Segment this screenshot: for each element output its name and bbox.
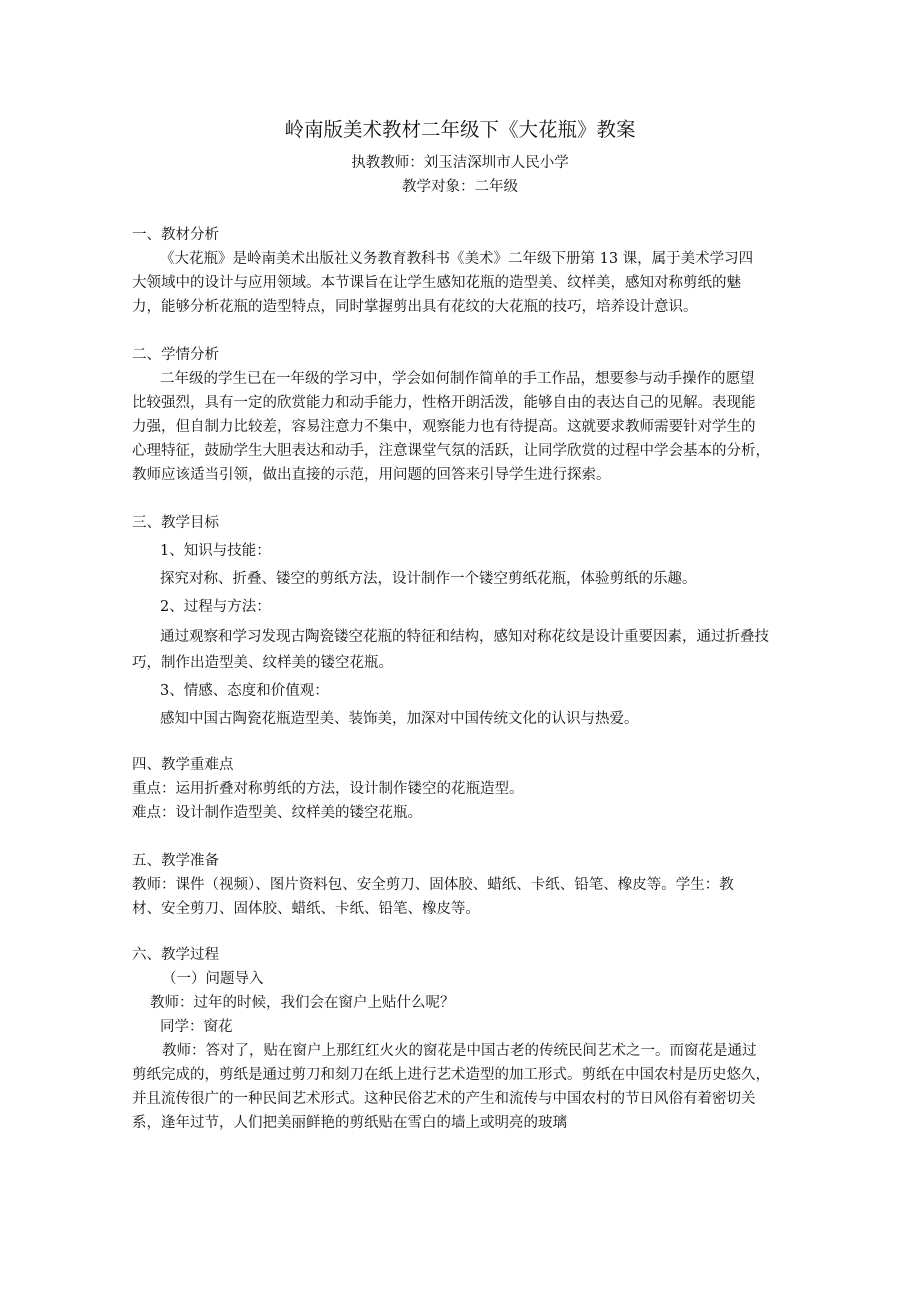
paragraph-line: 探究对称、折叠、镂空的剪纸方法，设计制作一个镂空剪纸花瓶，体验剪纸的乐趣。 <box>160 571 697 587</box>
paragraph-line: 并且流传很广的一种民间艺术形式。这种民俗艺术的产生和流传与中国农村的节日风俗有着密切关 <box>132 1091 756 1107</box>
paragraph-line: 心理特征，鼓励学生大胆表达和动手，注意课堂气氛的活跃，让同学欣赏的过程中学会基本的分析， <box>132 443 770 459</box>
dialogue-line: 教师：过年的时候，我们会在窗户上贴什么呢？ <box>150 995 455 1011</box>
section-heading-5: 五、教学准备 <box>132 853 219 869</box>
paragraph-line: 教师：答对了，贴在窗户上那红红火火的窗花是中国古老的传统民间艺术之一。而窗花是通过 <box>162 1043 757 1059</box>
subheading: 3、情感、态度和价值观： <box>160 683 329 699</box>
paragraph-line: 力强，但自制力比较差，容易注意力不集中，观察能力也有待提高。这就要求教师需要针对学生的 <box>132 419 756 435</box>
subheading: 1、知识与技能： <box>160 543 271 559</box>
section-heading-1: 一、教材分析 <box>132 227 219 243</box>
paragraph-line: 《大花瓶》是岭南美术出版社义务教育教科书《美术》二年级下册第 13 课，属于美术学习四 <box>160 251 754 267</box>
dialogue-line: 同学：窗花 <box>160 1019 233 1035</box>
section-heading-3: 三、教学目标 <box>132 515 219 531</box>
paragraph-line: 二年级的学生已在一年级的学习中，学会如何制作简单的手工作品，想要参与动手操作的愿望 <box>160 371 755 387</box>
paragraph-line: 材、安全剪刀、固体胶、蜡纸、卡纸、铅笔、橡皮等。 <box>132 901 480 917</box>
key-point: 重点：运用折叠对称剪纸的方法，设计制作镂空的花瓶造型。 <box>132 781 524 797</box>
paragraph-line: 感知中国古陶瓷花瓶造型美、装饰美，加深对中国传统文化的认识与热爱。 <box>160 711 639 727</box>
page-title: 岭南版美术教材二年级下《大花瓶》教案 <box>284 118 636 141</box>
subheading: 2、过程与方法： <box>160 599 271 615</box>
target-line: 教学对象：二年级 <box>402 179 518 195</box>
section-heading-6: 六、教学过程 <box>132 947 219 963</box>
section-heading-4: 四、教学重难点 <box>132 757 234 773</box>
paragraph-line: 力，能够分析花瓶的造型特点，同时掌握剪出具有花纹的大花瓶的技巧，培养设计意识。 <box>132 299 698 315</box>
paragraph-line: 教师应该适当引领，做出直接的示范，用问题的回答来引导学生进行探索。 <box>132 467 611 483</box>
section-heading-2: 二、学情分析 <box>132 347 219 363</box>
paragraph-line: 比较强烈，具有一定的欣赏能力和动手能力，性格开朗活泼，能够自由的表达自己的见解。表现能 <box>132 395 756 411</box>
paragraph-line: 教师：课件（视频）、图片资料包、安全剪刀、固体胶、蜡纸、卡纸、铅笔、橡皮等。学生：教 <box>132 877 734 893</box>
paragraph-line: 通过观察和学习发现古陶瓷镂空花瓶的特征和结构，感知对称花纹是设计重要因素，通过折叠技 <box>160 629 769 645</box>
teacher-line: 执教教师：刘玉洁深圳市人民小学 <box>351 155 569 171</box>
subheading: （一）问题导入 <box>162 971 264 987</box>
paragraph-line: 剪纸完成的，剪纸是通过剪刀和刻刀在纸上进行艺术造型的加工形式。剪纸在中国农村是历史悠久， <box>132 1067 770 1083</box>
paragraph-line: 大领域中的设计与应用领域。本节课旨在让学生感知花瓶的造型美、纹样美，感知对称剪纸的魅 <box>132 275 741 291</box>
paragraph-line: 巧，制作出造型美、纹样美的镂空花瓶。 <box>132 655 393 671</box>
paragraph-line: 系，逢年过节，人们把美丽鲜艳的剪纸贴在雪白的墙上或明亮的玻璃 <box>132 1115 567 1131</box>
difficult-point: 难点：设计制作造型美、纹样美的镂空花瓶。 <box>132 805 422 821</box>
